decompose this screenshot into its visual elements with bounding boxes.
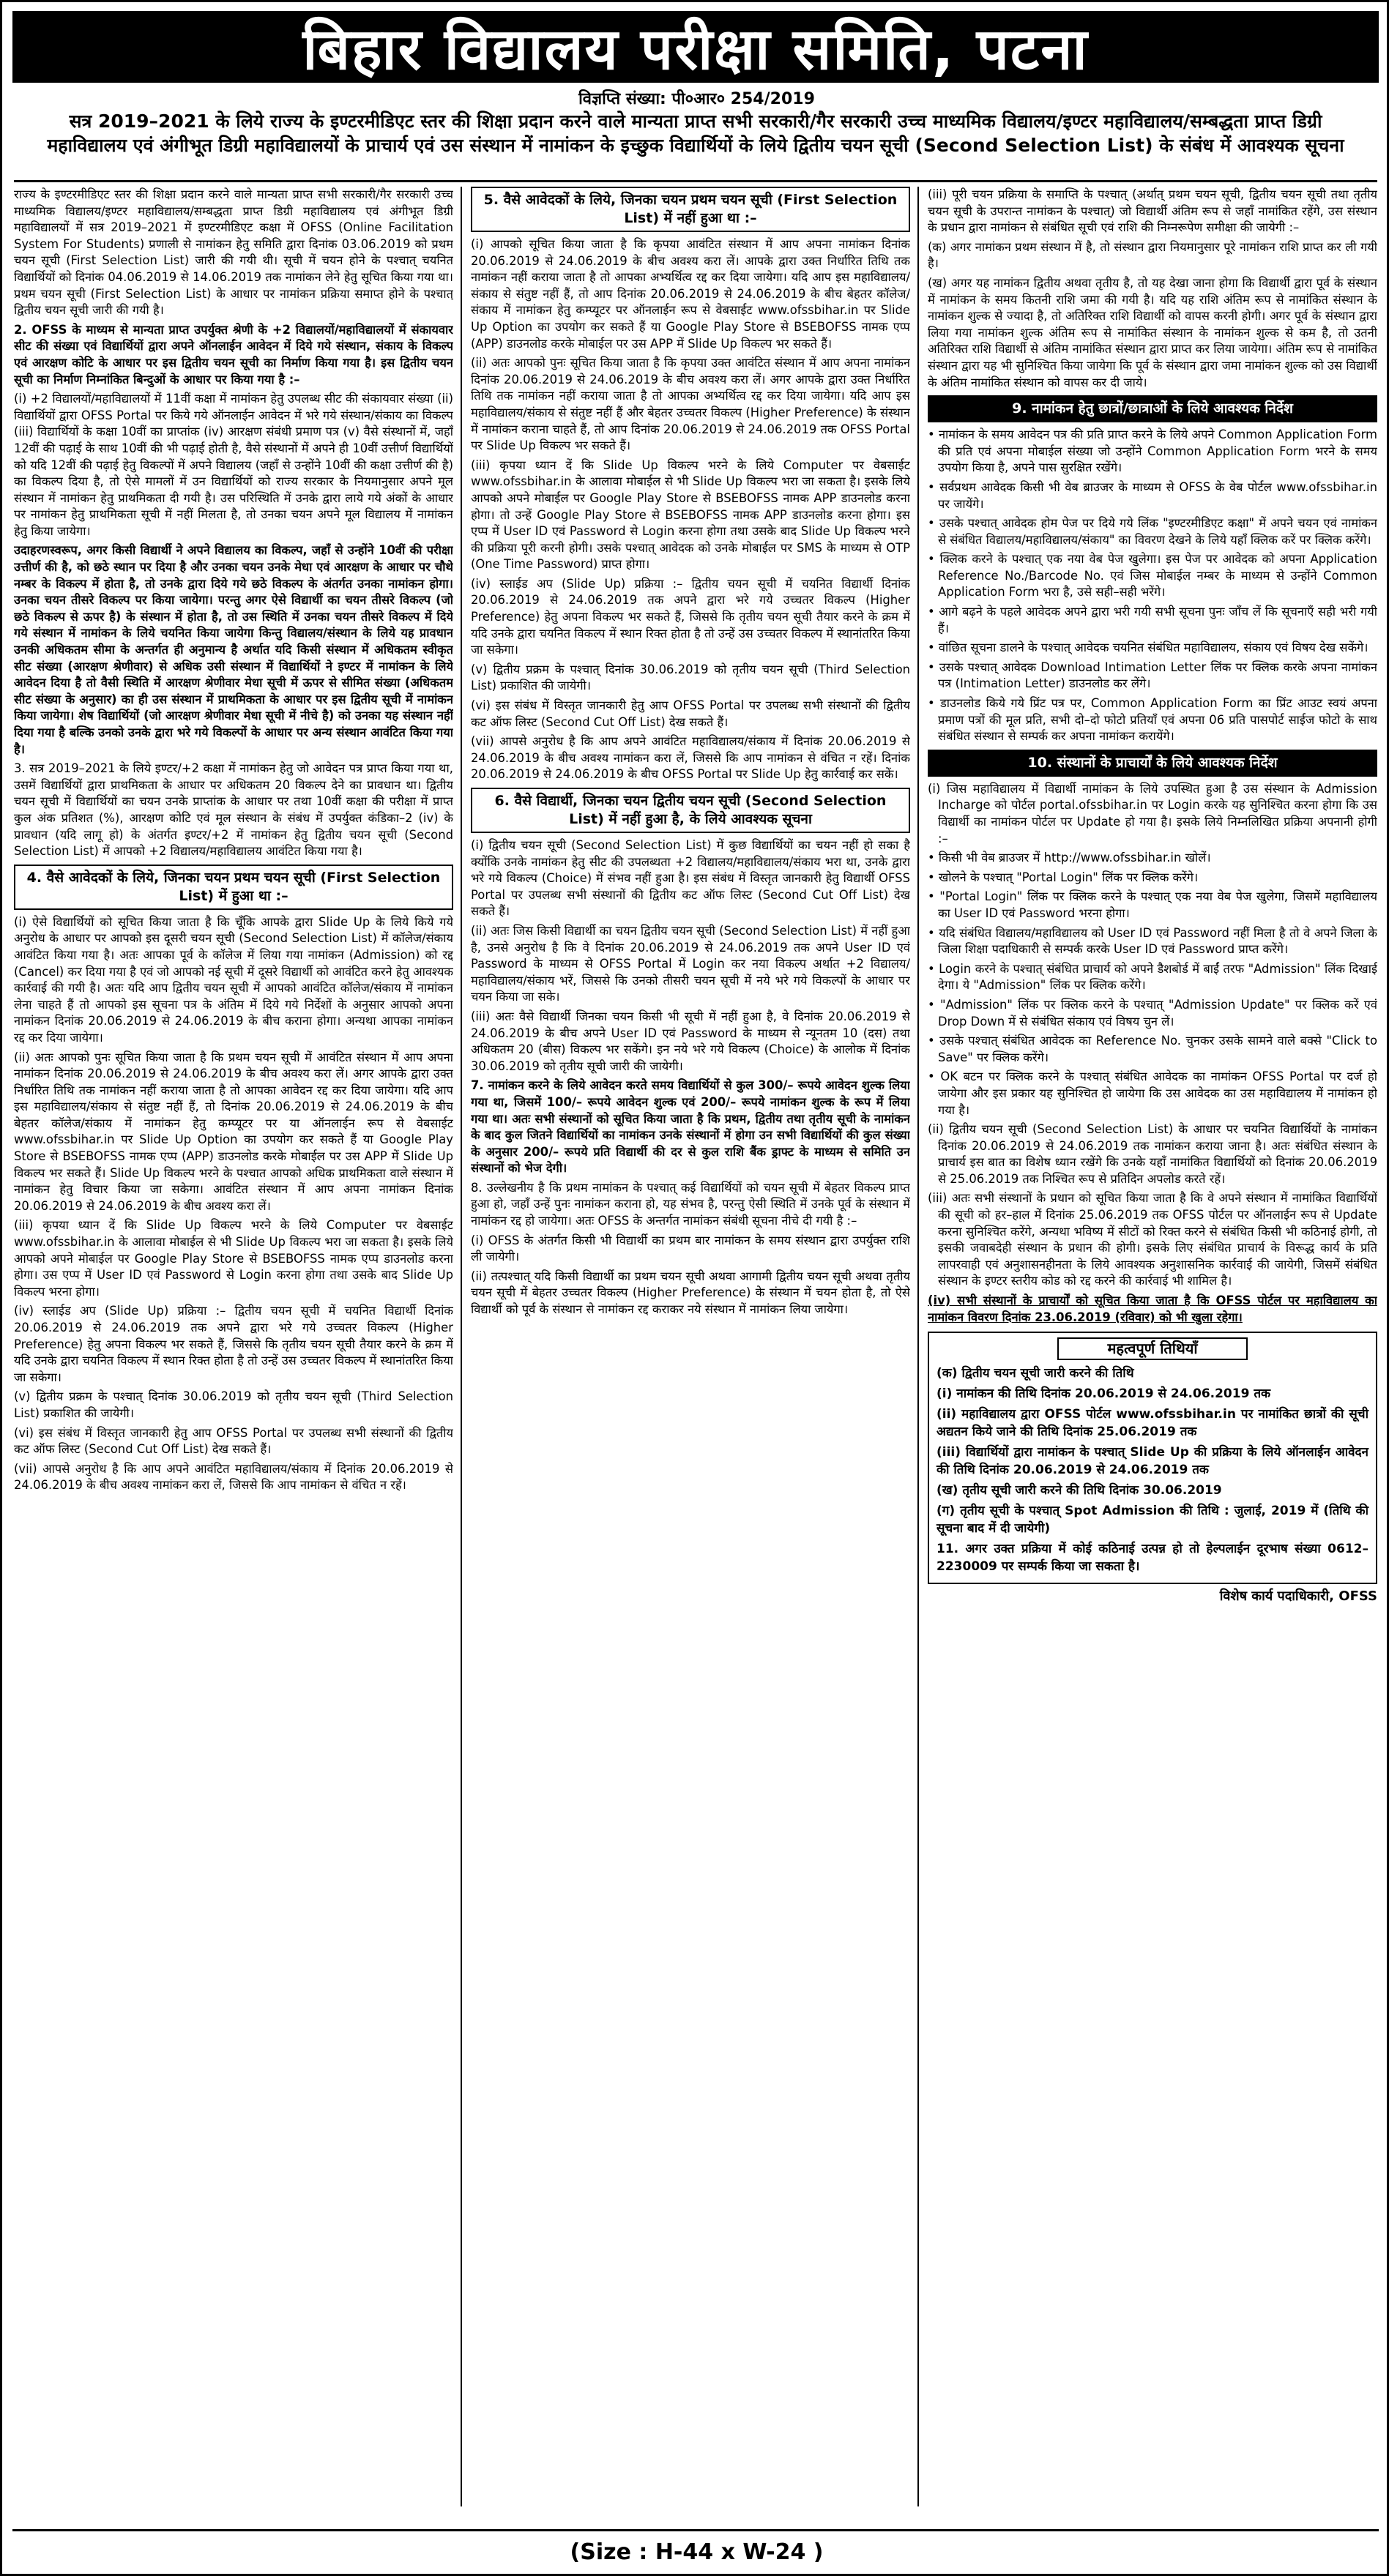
- column-1: [14, 187, 453, 2506]
- bullet-item: • Login करने के पश्चात् संबंधित प्राचार्य को अपने डैशबोर्ड में बाईं तरफ "Admission" लिंक दिखाई देगा। ये "Admission" लिंक पर क्लिक करेंगे।: [928, 961, 1377, 993]
- bullet-item: • उसके पश्चात् संबंधित आवेदक का Reference No. चुनकर उसके सामने वाले बक्से "Click to Save" पर क्लिक करेंगे।: [928, 1034, 1377, 1064]
- paragraph: (iii) कृपया ध्यान दें कि Slide Up विकल्प भरने के लिये Computer पर वेबसाईट www.ofssbihar.in के आलावा मोबाईल से भी Slide Up विकल्प भरा जा सकता है। इसके लिये आपको अपने मोबाईल पर Google Play Store से BSEBOFSS नामक एप्प डाउनलोड करना होगा। उस एप्प में User ID एवं Password से Login करना होगा तथा उसके बाद Slide Up विकल्प भरना होगा।: [14, 1218, 453, 1299]
- column-3: [928, 187, 1377, 2506]
- bullet-item: • "Portal Login" लिंक पर क्लिक करने के पश्चात् एक नया वेब पेज खुलेगा, जिसमें महाविद्यालय का User ID एवं Password भरना होगा।: [928, 889, 1377, 920]
- date-item: (क) द्वितीय चयन सूची जारी करने की तिथि: [936, 1365, 1134, 1381]
- signatory: विशेष कार्य पदाधिकारी, OFSS: [1219, 1588, 1377, 1604]
- paragraph: (vi) इस संबंध में विस्तृत जानकारी हेतु आप OFSS Portal पर उपलब्ध सभी संस्थानों की द्वितीय कट ऑफ लिस्ट (Second Cut Off List) देख सकते हैं।: [14, 1425, 453, 1457]
- paragraph: (iii) कृपया ध्यान दें कि Slide Up विकल्प भरने के लिये Computer पर वेबसाईट www.ofssbihar.in के आलावा मोबाईल से भी Slide Up विकल्प भरा जा सकता है। इसके लिये आपको अपने मोबाईल पर Google Play Store से BSEBOFSS नामक APP डाउनलोड करना होगा। तो उन्हें Google Play Store से BSEBOFSS नामक APP डाउनलोड करना होगा। इस एप्प में User ID एवं Password से Login करना होगा तथा उसके बाद Slide Up विकल्प भरने की प्रक्रिया पूरी करनी होगी। उसके पश्चात् आवेदक को उनके मोबाईल पर SMS के माध्यम से OTP (One Time Password) प्राप्त होगा।: [471, 458, 910, 572]
- section-10-heading: 10. संस्थानों के प्राचार्यों के लिये आवश्यक निर्देश: [928, 750, 1377, 777]
- bullet-item: • क्लिक करने के पश्चात् एक नया वेब पेज खुलेगा। इस पेज पर आवेदक को अपना Application Reference No./Barcode No. एवं जिस मोबाईल नम्बर के माध्यम से उन्होंने Common Application Form भरा है, उसे सही–सही भरेंगे।: [928, 552, 1377, 600]
- paragraph: उदाहरणस्वरूप, अगर किसी विद्यार्थी ने अपने विद्यालय का विकल्प, जहाँ से उन्होंने 10वीं की परीक्षा उत्तीर्ण की है, को छठे स्थान पर दिया है और उनका चयन उनके मेधा एवं आरक्षण के आधार पर चौथे नम्बर के विकल्प में होता है, तो उनके द्वारा दिये गये छठे विकल्प के अंतर्गत उनका नामांकन होगा। उनका चयन तीसरे विकल्प पर किया जायेगा। परन्तु अगर ऐसे विद्यार्थी का चयन तीसरे विकल्प (जो छठे विकल्प से ऊपर है) के संस्थान में होता है, तो उस स्थिति में उनका चयन तीसरे विकल्प में दिये गये संस्थान में नामांकन के लिये चयनित किया जायेगा किन्तु विद्यालय/संस्थान के लिये यह प्रावधान उनकी अधिकतम सीमा के अन्तर्गत ही अनुमान्य है अर्थात यदि किसी संस्थान में अधिकतम स्वीकृत सीट संख्या (आरक्षण श्रेणीवार) से अधिक उसी संस्थान में विद्यार्थियों ने इण्टर में नामांकन के लिये आवेदन दिया है तो वैसी स्थिति में आरक्षण श्रेणीवार मेधा सूची में ऊपर से सीमित संख्या (अधिकतम सीट संख्या के अनुसार) का ही उस संस्थान में प्राथमिकता के आधार पर इस द्वितीय सूची में नामांकन किया जायेगा। शेष विद्यार्थियों (जो आरक्षण श्रेणीवार मेधा सूची में नीचे है) को उनका यह संस्थान नहीं दिया गया है बल्कि उनको उनके द्वारा भरे गये विकल्पों के आधार पर अन्य संस्थान आवंटित किया गया है।: [14, 543, 453, 756]
- paragraph: (क) अगर नामांकन प्रथम संस्थान में है, तो संस्थान द्वारा नियमानुसार पूरे नामांकन राशि प्राप्त कर ली गयी है।: [928, 239, 1377, 271]
- section-9-heading: 9. नामांकन हेतु छात्रों/छात्राओं के लिये आवश्यक निर्देश: [928, 395, 1377, 422]
- paragraph: (iii) पूरी चयन प्रक्रिया के समाप्ति के पश्चात् (अर्थात् प्रथम चयन सूची, द्वितीय चयन सूची तथा तृतीय चयन सूची के उपरान्त नामांकन के पश्चात्) जो विद्यार्थी अंतिम रूप से जहाँ नामांकित रहेंगे, उस संस्थान के प्रधान द्वारा नामांकन से संबंधित सूची एवं राशि की निम्नरूपेण समीक्षा की जायेगी :–: [928, 187, 1377, 235]
- paragraph: (vii) आपसे अनुरोध है कि आप अपने आवंटित महाविद्यालय/संकाय में दिनांक 20.06.2019 से 24.06.2019 के बीच अवश्य नामांकन करा लें, जिससे कि आप नामांकन से वंचित न रहें।: [14, 1461, 453, 1493]
- paragraph: 7. नामांकन करने के लिये आवेदन करते समय विद्यार्थियों से कुल 300/– रूपये आवेदन शुल्क लिया गया था, जिसमें 100/– रूपये आवेदन शुल्क एवं 200/– रूपये नामांकन शुल्क के रूप में लिया गया था। अतः सभी संस्थानों को सूचित किया जाता है कि प्रथम, द्वितीय तथा तृतीय सूची के नामांकन के बाद कुल जितने विद्यार्थियों का नामांकन उनके संस्थानों में होगा उन सभी विद्यार्थियों की कुल संख्या के अनुसार 200/– रूपये प्रति विद्यार्थी की दर से कुल राशि बैंक ड्राफ्ट के माध्यम से समिति उन संस्थानों को भेज देगी।: [471, 1078, 910, 1176]
- bullet-item: • OK बटन पर क्लिक करने के पश्चात् संबंधित आवेदक का नामांकन OFSS Portal पर दर्ज हो जायेगा और इस प्रकार यह सुनिश्चित हो जायेगा कि उस आवेदक का उस महाविद्यालय में नामांकन हो गया है।: [928, 1069, 1377, 1117]
- column-2: [471, 187, 910, 2506]
- bullet-item: (i) जिस महाविद्यालय में विद्यार्थी नामांकन के लिये उपस्थित हुआ है उस संस्थान के Admission Incharge को पोर्टल portal.ofssbihar.in पर Login करके यह सुनिश्चित करना होगा कि उस विद्यार्थी का नामांकन पोर्टल पर Update हो गया है। इसके लिये निम्नलिखित प्रक्रिया अपनानी होगी :–: [928, 781, 1377, 845]
- paragraph: (iii) अतः वैसे विद्यार्थी जिनका चयन किसी भी सूची में नहीं हुआ है, वे दिनांक 20.06.2019 से 24.06.2019 के बीच अपने User ID एवं Password के माध्यम से न्यूनतम 10 (दस) तथा अधिकतम 20 (बीस) विकल्प भर सकेंगे। इन नये भरे गये विकल्प (Choice) के आलोक में दिनांक 30.06.2019 को तृतीय सूची जारी की जायेगी।: [471, 1009, 910, 1073]
- date-item: 11. अगर उक्त प्रक्रिया में कोई कठिनाई उत्पन्न हो तो हेल्पलाईन दूरभाष संख्या 0612–2230009 पर सम्पर्क किया जा सकता है।: [936, 1541, 1368, 1574]
- bullet-item: • डाउनलोड किये गये प्रिंट पत्र पर, Common Application Form का प्रिंट आउट स्वयं अपना प्रमाण पत्रों की मूल प्रति, सभी दो–दो फोटो प्रतियाँ एवं अपना 06 प्रति पासपोर्ट साईज फोटो के साथ संबंधित संस्थान से सम्पर्क कर अपना नामांकन करायेंगे।: [928, 696, 1377, 744]
- paragraph: (ii) अतः जिस किसी विद्यार्थी का चयन द्वितीय चयन सूची (Second Selection List) में नहीं हुआ है, उनसे अनुरोध है कि वे दिनांक 20.06.2019 से 24.06.2019 तक अपने User ID एवं Password के माध्यम से OFSS Portal में Login कर नया विकल्प अर्थात +2 विद्यालय/महाविद्यालय/संकाय भरें, जिससे कि उनको तीसरी चयन सूची में नये भरे गये विकल्पों के आधार पर चयन किया जा सके।: [471, 923, 910, 1004]
- paragraph: (v) द्वितीय प्रक्रम के पश्चात् दिनांक 30.06.2019 को तृतीय चयन सूची (Third Selection List) प्रकाशित की जायेगी।: [471, 662, 910, 693]
- bullet-item: • यदि संबंधित विद्यालय/महाविद्यालय को User ID एवं Password नहीं मिला है तो वे अपने जिला के जिला शिक्षा पदाधिकारी से सम्पर्क करके User ID एवं Password प्राप्त करेंगे।: [928, 925, 1377, 957]
- bullet-item: • खोलने के पश्चात् "Portal Login" लिंक पर क्लिक करेंगे।: [928, 870, 1199, 884]
- bullet-item: • नामांकन के समय आवेदन पत्र की प्रति प्राप्त करने के लिये अपने Common Application Form की प्रति एवं अपना मोबाईल संख्या जो उन्होंने Common Application Form भरने के समय उपयोग किया है, अपने पास सुरक्षित रखेंगे।: [928, 428, 1377, 475]
- important-dates-heading: महत्वपूर्ण तिथियाँ: [1057, 1337, 1248, 1360]
- bullet-item: • "Admission" लिंक पर क्लिक करने के पश्चात् "Admission Update" पर क्लिक करें एवं Drop Down में से संबंधित संकाय एवं विषय चुन लें।: [928, 997, 1377, 1028]
- paragraph: (ii) अतः आपको पुनः सूचित किया जाता है कि प्रथम चयन सूची में आवंटित संस्थान में आप अपना नामांकन दिनांक 20.06.2019 से 24.06.2019 के बीच अवश्य करा लें। अगर आपके द्वारा उक्त निर्धारित तिथि तक नामांकन नहीं कराया जाता है तो आपका आवेदन रद्द कर दिया जायेगा। यदि आप इस महाविद्यालय/संकाय से संतुष्ट नहीं हैं, तो दिनांक 20.06.2019 से 24.06.2019 के बीच बेहतर कॉलेज/संकाय में नामांकन हेतु कम्प्यूटर पर या ऑनलाईन रूप से वेबसाईट www.ofssbihar.in पर Slide Up Option का उपयोग कर सकते हैं या Google Play Store से BSEBOFSS नामक एप्प (APP) डाउनलोड करके मोबाईल पर उस APP में Slide Up विकल्प भर सकते हैं। Slide Up विकल्प भरने के पश्चात आपको अधिक प्राथमिकता वाले संस्थान में नामांकन हेतु विचार किया जा सकेगा। आवंटित संस्थान में आप अपना नामांकन दिनांक 20.06.2019 से 24.06.2019 के बीच अवश्य करा लें।: [14, 1050, 453, 1213]
- column-divider: [461, 187, 462, 2506]
- advertisement-number: विज्ञप्ति संख्या: पी०आर० 254/2019: [578, 90, 815, 108]
- paragraph: (i) ऐसे विद्यार्थियों को सूचित किया जाता है कि चूँकि आपके द्वारा Slide Up के लिये किये गये अनुरोध के आधार पर आपको इस दूसरी चयन सूची (Second Selection List) में कॉलेज/संकाय आवंटित किया गया है। अतः आपका पूर्व के कॉलेज में लिया गया नामांकन (Admission) को रद्द (Cancel) कर दिया गया है एवं जो आपको नई सूची में दूसरे विद्यार्थी को आवंटित करने हेतु आवश्यक कार्रवाई की गयी है। अतः यदि आप द्वितीय चयन सूची में आपको आवंटित कॉलेज/संकाय में नामांकन लेना चाहते हैं तो आपको इस सूचना पत्र के अंतिम में दिये गये निर्देशों के अनुसार आपको अपना नामांकन दिनांक 20.06.2019 से 24.06.2019 के बीच कराना होगा। अन्यथा आपका नामांकन रद्द कर दिया जायेगा।: [14, 914, 453, 1045]
- section-4-heading: 4. वैसे आवेदकों के लिये, जिनका चयन प्रथम चयन सूची (First Selection List) में हुआ था :–: [14, 865, 453, 910]
- paragraph: (iv) स्लाईड अप (Slide Up) प्रक्रिया :– द्वितीय चयन सूची में चयनित विद्यार्थी दिनांक 20.06.2019 से 24.06.2019 तक अपने द्वारा भरे गये उच्चतर विकल्प (Higher Preference) हेतु अपना विकल्प भर सकते हैं, जिससे कि तृतीय चयन सूची तैयार करने के क्रम में यदि उनके द्वारा चयनित विकल्प में स्थान रिक्त होता है तो उन्हें उस उच्चतर विकल्प में स्थानांतरित किया जा सकेगा।: [471, 576, 910, 657]
- date-item: (i) नामांकन की तिथि दिनांक 20.06.2019 से 24.06.2019 तक: [936, 1386, 1271, 1401]
- paragraph: (ii) तत्पश्चात् यदि किसी विद्यार्थी का प्रथम चयन सूची अथवा आगामी द्वितीय चयन सूची अथवा तृतीय चयन सूची में बेहतर उच्चतर विकल्प (Higher Preference) के संस्थान में चयन होता है, तो ऐसे विद्यार्थी को पूर्व के संस्थान से नामांकन रद्द कराकर नये संस्थान में नामांकन लिया जायेगा।: [471, 1269, 910, 1317]
- paragraph: (i) OFSS के अंतर्गत किसी भी विद्यार्थी का प्रथम बार नामांकन के समय संस्थान द्वारा उपर्युक्त राशि ली जायेगी।: [471, 1233, 910, 1264]
- paragraph: 2. OFSS के माध्यम से मान्यता प्राप्त उपर्युक्त श्रेणी के +2 विद्यालयों/महाविद्यालयों में संकायवार सीट की संख्या एवं विद्यार्थियों द्वारा अपने ऑनलाईन आवेदन में दिये गये संस्थान, संकाय के विकल्प एवं आरक्षण कोटि के आधार पर इस द्वितीय चयन सूची का निर्माण किया गया है। इस द्वितीय चयन सूची का निर्माण निम्नांकित बिन्दुओं के आधार पर किया गया है :–: [14, 322, 453, 387]
- paragraph: (ख) अगर यह नामांकन द्वितीय अथवा तृतीय है, तो यह देखा जाना होगा कि विद्यार्थी द्वारा पूर्व के संस्थान में नामांकन के समय कितनी राशि जमा की गयी है। यदि यह राशि अंतिम रूप से नामांकित संस्थान के नामांकन शुल्क से ज्यादा है, तो अतिरिक्त राशि विद्यार्थी को वापस करनी होगी। अगर पूर्व के संस्थान द्वारा लिया गया नामांकन शुल्क अंतिम रूप से नामांकित संस्थान के नामांकन शुल्क से कम है, तो उतनी अतिरिक्त राशि विद्यार्थी से अंतिम नामांकित संस्थान द्वारा प्राप्त कर लिया जायेगा। अंतिम रूप से नामांकित संस्थान द्वारा यह भी सुनिश्चित किया जायेगा कि पूर्व के संस्थान द्वारा जमा नामांकन शुल्क को उस विद्यार्थी के अंतिम नामांकित संस्थान को वापस कर दी जाये।: [928, 275, 1377, 389]
- footer-rule: [12, 2529, 1379, 2531]
- notice-subject: सत्र 2019–2021 के लिये राज्य के इण्टरमीडिएट स्तर की शिक्षा प्रदान करने वाले मान्यता प्राप्त सभी सरकारी/गैर सरकारी उच्च माध्यमिक विद्यालय/इण्टर महाविद्यालय/सम्बद्धता प्राप्त डिग्री महाविद्यालय एवं अंगीभूत डिग्री महाविद्यालयों के प्राचार्य एवं उस संस्थान में नामांकन के इच्छुक विद्यार्थियों के लिये द्वितीय चयन सूची (Second Selection List) के संबंध में आवश्यक सूचना: [14, 109, 1377, 182]
- board-title-banner: बिहार विद्यालय परीक्षा समिति, पटना: [12, 11, 1379, 83]
- paragraph: (i) आपको सूचित किया जाता है कि कृपया आवंटित संस्थान में आप अपना नामांकन दिनांक 20.06.2019 से 24.06.2019 के बीच अवश्य करा लें। आपके द्वारा उक्त निर्धारित तिथि तक नामांकन नहीं कराया जाता है तो आपका अभ्यर्थित्व रद्द कर दिया जायेगा। यदि आप इस महाविद्यालय/संकाय से संतुष्ट नहीं हैं, तो आप दिनांक 20.06.2019 से 24.06.2019 के बीच बेहतर कॉलेज/संकाय में नामांकन हेतु कम्प्यूटर पर ऑनलाईन रूप से वेबसाईट www.ofssbihar.in पर Slide Up Option का उपयोग कर सकते हैं या Google Play Store से BSEBOFSS नामक एप्प (APP) डाउनलोड करके मोबाईल पर उस APP में Slide Up विकल्प भर सकते हैं।: [471, 237, 910, 351]
- paragraph: (vi) इस संबंध में विस्तृत जानकारी हेतु आप OFSS Portal पर उपलब्ध सभी संस्थानों की द्वितीय कट ऑफ लिस्ट (Second Cut Off List) देख सकते हैं।: [471, 698, 910, 729]
- important-dates-box: [928, 1332, 1377, 1584]
- date-item: (ख) तृतीय सूची जारी करने की तिथि दिनांक 30.06.2019: [936, 1482, 1222, 1498]
- date-item: (iii) विद्यार्थियों द्वारा नामांकन के पश्चात् Slide Up की प्रक्रिया के लिये ऑनलाईन आवेदन की तिथि दिनांक 20.06.2019 से 24.06.2019 तक: [936, 1444, 1368, 1477]
- paragraph: 3. सत्र 2019–2021 के लिये इण्टर/+2 कक्षा में नामांकन हेतु जो आवेदन पत्र प्राप्त किया गया था, उसमें विद्यार्थियों द्वारा प्राथमिकता के आधार पर अधिकतम 20 विकल्प देने का प्रावधान था। द्वितीय चयन सूची में विद्यार्थियों का चयन उनके प्राप्तांक के आधार पर तथा 10वीं कक्षा की परीक्षा में प्राप्त कुल अंक प्रतिशत (%), आरक्षण कोटि एवं मूल संस्थान के संबंध में उपर्युक्त कंडिका–2 (iv) के प्रावधान (यदि लागू हो) के अंतर्गत इण्टर/+2 में नामांकन हेतु द्वितीय चयन सूची (Second Selection List) में आपको +2 विद्यालय/महाविद्यालय आवंटित किया गया है।: [14, 761, 453, 859]
- paragraph: राज्य के इण्टरमीडिएट स्तर की शिक्षा प्रदान करने वाले मान्यता प्राप्त सभी सरकारी/गैर सरकारी उच्च माध्यमिक विद्यालय/इण्टर महाविद्यालय/सम्बद्धता प्राप्त डिग्री महाविद्यालय एवं अंगीभूत डिग्री महाविद्यालयों में सत्र 2019–2021 में इण्टरमीडिएट कक्षा में OFSS (Online Facilitation System For Students) प्रणाली से नामांकन हेतु समिति द्वारा दिनांक 03.06.2019 को प्रथम चयन सूची (First Selection List) जारी की गयी थी। सूची में चयन होने के पश्चात् चयनित विद्यार्थियों को दिनांक 04.06.2019 से 14.06.2019 तक नामांकन लेने हेतु सूचित किया गया था। प्रथम चयन सूची (First Selection List) के आधार पर नामांकन प्रक्रिया समाप्त होने के पश्चात् द्वितीय चयन सूची जारी की गयी है।: [14, 187, 453, 318]
- paragraph: (iv) स्लाईड अप (Slide Up) प्रक्रिया :– द्वितीय चयन सूची में चयनित विद्यार्थी दिनांक 20.06.2019 से 24.06.2019 तक अपने द्वारा भरे गये उच्चतर विकल्प (Higher Preference) हेतु अपना विकल्प भर सकते हैं, जिससे कि तृतीय चयन सूची तैयार करने के क्रम में यदि उनके द्वारा चयनित विकल्प में स्थान रिक्त होता है तो उन्हें उस उच्चतर विकल्प में स्थानांतरित किया जा सकेगा।: [14, 1304, 453, 1384]
- bullet-item: (iii) अतः सभी संस्थानों के प्रधान को सूचित किया जाता है कि वे अपने संस्थान में नामांकित विद्यार्थियों की सूची को हर–हाल में दिनांक 25.06.2019 तक OFSS पोर्टल पर ऑनलाईन रूप से Update करना सुनिश्चित करेंगे, अन्यथा भविष्य में सीटों को रिक्त करने से संबंधित किसी भी कठिनाई होगी, तो इसकी जवाबदेही संस्थान के प्रधान की होगी। इसके लिए संबंधित प्राचार्य के विरूद्ध कार्य के प्रति लापरवाही एवं अनुशासनहीनता के लिये आवश्यक अनुशासनिक कार्रवाई की जायेगी, जिसमें संबंधित संस्थान के इण्टर स्तरीय कोड को रद्द करने की कार्रवाई भी शामिल है।: [928, 1191, 1377, 1288]
- paragraph: (i) द्वितीय चयन सूची (Second Selection List) में कुछ विद्यार्थियों का चयन नहीं हो सका है क्योंकि उनके नामांकन हेतु सीट की उपलब्धता +2 विद्यालय/महाविद्यालय/संकाय भरा था, उनके द्वारा भरे गये विकल्प (Choice) में संभव नहीं हुआ है। इस संबंध में विस्तृत जानकारी हेतु विद्यार्थी OFSS Portal पर उपलब्ध सभी संस्थानों की द्वितीय कट ऑफ लिस्ट (Second Cut Off List) देख सकते हैं।: [471, 838, 910, 919]
- bullet-item: • उसके पश्चात् आवेदक होम पेज पर दिये गये लिंक "इण्टरमीडिएट कक्षा" में अपने चयन एवं नामांकन से संबंधित विद्यालय/महाविद्यालय/संकाय" का विवरण देखने के लिये यहाँ क्लिक करें पर क्लिक करेंगे।: [928, 516, 1377, 547]
- bullet-item: • आगे बढ़ने के पहले आवेदक अपने द्वारा भरी गयी सभी सूचना पुनः जाँच लें कि सूचनाएँ सही भरी गयी हैं।: [928, 605, 1377, 635]
- paragraph: 8. उल्लेखनीय है कि प्रथम नामांकन के पश्चात् कई विद्यार्थियों को चयन सूची में बेहतर विकल्प प्राप्त हुआ हो, जहाँ उन्हें पुनः नामांकन कराना हो, यह संभव है, परन्तु ऐसी स्थिति में उनके पूर्व के संस्थान में नामांकन रद्द हो जायेगा। अतः OFSS के अन्तर्गत नामांकन संबंधी सूचना नीचे दी गयी है :–: [471, 1180, 910, 1228]
- section-5-heading: 5. वैसे आवेदकों के लिये, जिनका चयन प्रथम चयन सूची (First Selection List) में नहीं हुआ था :–: [471, 187, 910, 232]
- paragraph: (ii) अतः आपको पुनः सूचित किया जाता है कि कृपया उक्त आवंटित संस्थान में आप अपना नामांकन दिनांक 20.06.2019 से 24.06.2019 के बीच अवश्य करा लें। अगर आपके द्वारा उक्त निर्धारित तिथि तक नामांकन नहीं कराया जाता है तो आपका अभ्यर्थित्व रद्द कर दिया जायेगा। यदि आप इस महाविद्यालय/संकाय से संतुष्ट नहीं हैं और बेहतर उच्चतर विकल्प (Higher Preference) के संस्थान में नामांकन कराना चाहते हैं, तो आप दिनांक 20.06.2019 से 24.06.2019 तक OFSS Portal पर Slide Up विकल्प भर सकते हैं।: [471, 356, 910, 453]
- warning-paragraph: (iv) सभी संस्थानों के प्राचार्यों को सूचित किया जाता है कि OFSS पोर्टल पर महाविद्यालय का नामांकन विवरण दिनांक 23.06.2019 (रविवार) को भी खुला रहेगा।: [928, 1293, 1377, 1324]
- paragraph: (vii) आपसे अनुरोध है कि आप अपने आवंटित महाविद्यालय/संकाय में दिनांक 20.06.2019 से 24.06.2019 के बीच अवश्य नामांकन करा लें, जिससे कि आप नामांकन से वंचित न रहें। दिनांक 20.06.2019 से 24.06.2019 के बीच OFSS Portal पर Slide Up हेतु कार्रवाई कर सकें।: [471, 734, 910, 782]
- date-item: (ii) महाविद्यालय द्वारा OFSS पोर्टल www.ofssbihar.in पर नामांकित छात्रों की सूची अद्यतन किये जाने की तिथि दिनांक 25.06.2019 तक: [936, 1406, 1368, 1439]
- bullet-item: • उसके पश्चात् आवेदक Download Intimation Letter लिंक पर क्लिक करके अपना नामांकन पत्र (Intimation Letter) डाउनलोड कर लेंगे।: [928, 660, 1377, 691]
- ad-size-label: (Size : H-44 x W-24 ): [570, 2539, 824, 2565]
- column-divider: [917, 187, 919, 2506]
- section-6-heading: 6. वैसे विद्यार्थी, जिनका चयन द्वितीय चयन सूची (Second Selection List) में नहीं हुआ है, के लिये आवश्यक सूचना: [471, 788, 910, 833]
- date-item: (ग) तृतीय सूची के पश्चात् Spot Admission की तिथि : जुलाई, 2019 में (तिथि की सूचना बाद में दी जायेगी): [936, 1503, 1368, 1536]
- paragraph: (i) +2 विद्यालयों/महाविद्यालयों में 11वीं कक्षा में नामांकन हेतु उपलब्ध सीट की संकायवार संख्या (ii) विद्यार्थियों द्वारा OFSS Portal पर किये गये ऑनलाईन आवेदन में भरे गये संस्थान/संकाय का विकल्प (iii) विद्यार्थियों के कक्षा 10वीं का प्राप्तांक (iv) आरक्षण संबंधी प्रमाण पत्र (v) वैसे संस्थानों में, जहाँ 12वीं की पढ़ाई के साथ 10वीं की भी पढ़ाई होती है, वैसे संस्थानों में अपने ही 10वीं उत्तीर्ण विद्यार्थियों को यदि 12वीं की पढ़ाई हेतु विकल्पों में अपने विद्यालय (जहाँ से उन्होंने 10वीं की कक्षा उत्तीर्ण की है) का विकल्प दिया है, तो ऐसे मामलों में उन विद्यार्थियों को राज्य सरकार के नियमानुसार अपने मूल संस्थान में नामांकन हेतु प्राथमिकता दी गयी है। उस परिस्थिति में उनके द्वारा लाये गये अंकों के आधार पर नामांकन हेतु प्राथमिकता सूची में नहीं मिलता है, तो उनका चयन अपने मूल विद्यालय में नामांकन हेतु किया जायेगा।: [14, 392, 453, 538]
- paragraph: (v) द्वितीय प्रक्रम के पश्चात् दिनांक 30.06.2019 को तृतीय चयन सूची (Third Selection List) प्रकाशित की जायेगी।: [14, 1389, 453, 1420]
- bullet-item: (ii) द्वितीय चयन सूची (Second Selection List) के आधार पर चयनित विद्यार्थियों के नामांकन दिनांक 20.06.2019 से 24.06.2019 तक नामांकन कराया जाना है। अतः संबंधित संस्थान के प्राचार्य इस बात का विशेष ध्यान रखेंगे कि उनके यहाँ नामांकित विद्यार्थियों को दिनांक 20.06.2019 से 25.06.2019 तक निश्चित रूप से प्रतिदिन अपलोड करते रहें।: [928, 1122, 1377, 1186]
- bullet-item: • सर्वप्रथम आवेदक किसी भी वेब ब्राउजर के माध्यम से OFSS के वेब पोर्टल www.ofssbihar.in पर जायेंगे।: [928, 479, 1377, 511]
- bullet-item: • वांछित सूचना डालने के पश्चात् आवेदक चयनित संबंधित महाविद्यालय, संकाय एवं विषय देख सकेंगे।: [928, 641, 1368, 655]
- bullet-item: • किसी भी वेब ब्राउजर में http://www.ofssbihar.in खोलें।: [928, 851, 1211, 865]
